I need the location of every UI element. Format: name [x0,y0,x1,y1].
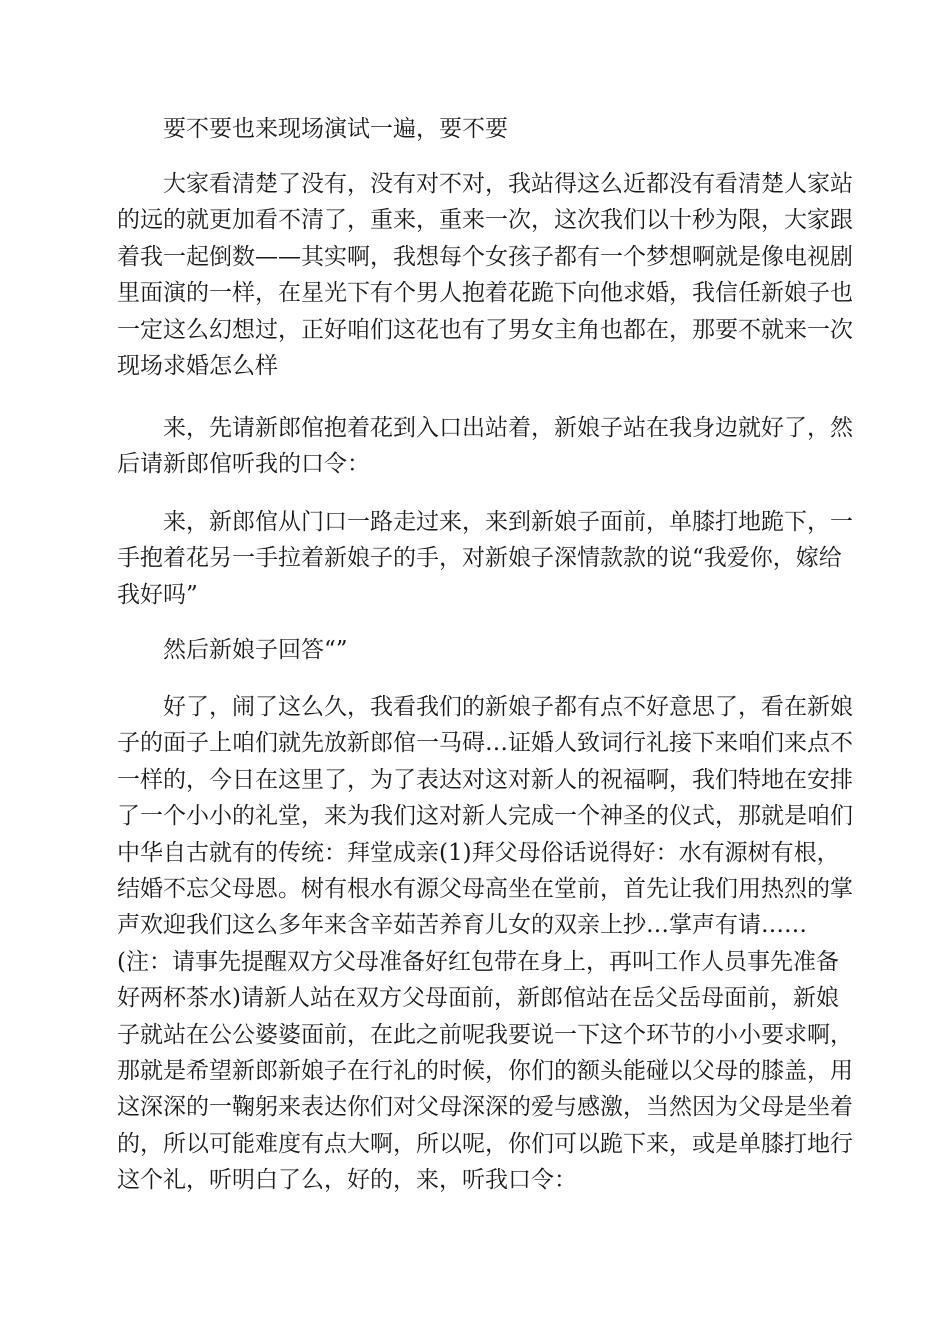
text-line: 手抱着花另一手拉着新娘子的手，对新娘子深情款款的说“我爱你，嫁给 [117,545,842,572]
text-line: 我好吗” [117,581,198,608]
text-line: 里面演的一样，在星光下有个男人抱着花跪下向他求婚，我信任新娘子也 [117,280,853,307]
text-line: 好了，闹了这么久，我看我们的新娘子都有点不好意思了，看在新娘 [163,694,853,720]
text-line: 子的面子上咱们就先放新郎倌一马碍…证婚人致词行礼接下来咱们来点不 [117,730,853,757]
text-line: 来，先请新郎倌抱着花到入口出站着，新娘子站在我身边就好了，然 [163,415,853,441]
text-line: 一样的，今日在这里了，为了表达对这对新人的祝福啊，我们特地在安排 [117,766,853,793]
paragraph-proposal-action [117,504,853,613]
text-line: 声欢迎我们这么多年来含辛茹苦养育儿女的双亲上抄…掌声有请…… [117,912,807,939]
text-line: 中华自古就有的传统：拜堂成亲(1)拜父母俗话说得好：水有源树有根， [117,839,840,866]
paragraph-ceremony [117,689,853,1199]
text-line: 的，所以可能难度有点大啊，所以呢，你们可以跪下来，或是单膝打地行 [117,1130,853,1157]
text-line: 好两杯茶水)请新人站在双方父母面前，新郎倌站在岳父岳母面前，新娘 [117,985,839,1012]
text-line: 这个礼，听明白了么，好的，来，听我口令： [117,1167,577,1194]
paragraph-groom-instructions [117,410,853,483]
text-line: 这深深的一鞠躬来表达你们对父母深深的爱与感激，当然因为父母是坐着 [117,1094,853,1121]
text-line: 子就站在公公婆婆面前，在此之前呢我要说一下这个环节的小小要求啊， [117,1021,853,1048]
paragraph-rehearsal-question [117,111,833,147]
text-line: 大家看清楚了没有，没有对不对，我站得这么近都没有看清楚人家站 [163,171,853,197]
text-line: 一定这么幻想过，正好咱们这花也有了男女主角也都在，那要不就来一次 [117,316,853,343]
text-line: 后请新郎倌听我的口令： [117,451,370,478]
text-line: 要不要也来现场演试一遍，要不要 [163,116,508,142]
text-line: 着我一起倒数——其实啊，我想每个女孩子都有一个梦想啊就是像电视剧 [117,243,853,270]
text-line: 然后新娘子回答“” [163,637,348,663]
text-line: 那就是希望新郎新娘子在行礼的时候，你们的额头能碰以父母的膝盖，用 [117,1058,853,1085]
text-line: 结婚不忘父母恩。树有根水有源父母高坐在堂前，首先让我们用热烈的掌 [117,876,853,903]
paragraph-bride-answer [117,632,833,668]
paragraph-proposal-intro [117,166,853,384]
text-line: 来，新郎倌从门口一路走过来，来到新娘子面前，单膝打地跪下，一 [163,509,853,535]
text-line: 的远的就更加看不清了，重来，重来一次，这次我们以十秒为限，大家跟 [117,207,853,234]
text-line: (注：请事先提醒双方父母准备好红包带在身上，再叫工作人员事先准备 [117,948,839,975]
text-line: 了一个小小的礼堂，来为我们这对新人完成一个神圣的仪式，那就是咱们 [117,803,853,830]
text-line: 现场求婚怎么样 [117,353,278,380]
